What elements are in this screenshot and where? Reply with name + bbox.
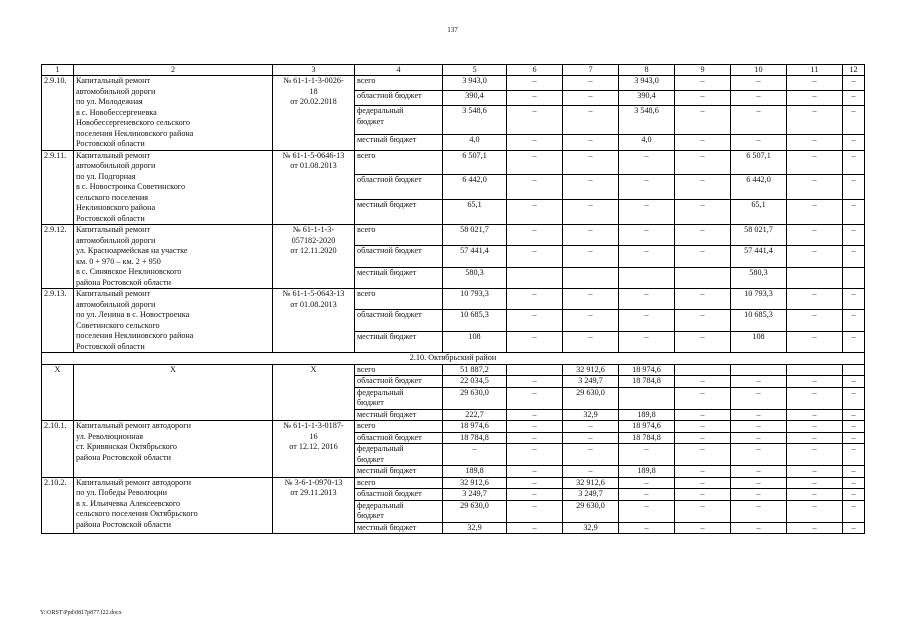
amount-cell: –: [675, 76, 731, 91]
amount-cell: –: [787, 331, 843, 352]
amount-cell: –: [619, 150, 675, 175]
amount-cell: –: [563, 289, 619, 310]
amount-cell: 32,9: [563, 522, 619, 534]
amount-cell: –: [619, 246, 675, 267]
amount-cell: 32,9: [563, 409, 619, 421]
amount-cell: 390,4: [619, 91, 675, 106]
amount-cell: –: [507, 376, 563, 388]
amount-cell: 3 548,6: [619, 106, 675, 135]
amount-cell: –: [619, 310, 675, 331]
column-number: 6: [507, 65, 563, 76]
amount-cell: –: [675, 489, 731, 501]
funding-source: местный бюджет: [355, 200, 443, 225]
amount-cell: 29 630,0: [563, 500, 619, 522]
amount-cell: –: [731, 477, 787, 489]
amount-cell: 57 441,4: [731, 246, 787, 267]
amount-cell: 18 784,8: [619, 376, 675, 388]
amount-cell: 3 548,6: [443, 106, 507, 135]
item-name: Капитальный ремонт автомобильной дороги ул. Красноармейская на участке км. 0 + 970 – км. 2 + 950 в с. Синявское Неклиновского района Ростовской области: [74, 225, 273, 289]
funding-source: местный бюджет: [355, 331, 443, 352]
amount-cell: 32 912,6: [443, 477, 507, 489]
funding-source: всего: [355, 150, 443, 175]
amount-cell: –: [843, 106, 865, 135]
item-document: № 61-1-1-3- 057182-2020 от 12.11.2020: [273, 225, 355, 289]
amount-cell: 580,3: [443, 267, 507, 288]
amount-cell: –: [787, 106, 843, 135]
amount-cell: 58 021,7: [731, 225, 787, 246]
amount-cell: 189,8: [619, 409, 675, 421]
amount-cell: –: [507, 331, 563, 352]
amount-cell: 3 249,7: [443, 489, 507, 501]
amount-cell: –: [787, 310, 843, 331]
footer-file-path: Y:\ORST\Ppd\0817p877.f22.docx: [40, 610, 122, 616]
column-number: 5: [443, 65, 507, 76]
column-number: 8: [619, 65, 675, 76]
amount-cell: –: [443, 444, 507, 466]
column-number: 12: [843, 65, 865, 76]
item-document: № 61-1-5-0646-13 от 01.08.2013: [273, 150, 355, 225]
amount-cell: 65,1: [731, 200, 787, 225]
amount-cell: –: [563, 135, 619, 150]
amount-cell: –: [787, 421, 843, 433]
amount-cell: –: [787, 522, 843, 534]
amount-cell: –: [731, 500, 787, 522]
amount-cell: –: [675, 409, 731, 421]
amount-cell: –: [563, 76, 619, 91]
amount-cell: –: [563, 175, 619, 200]
amount-cell: –: [507, 500, 563, 522]
amount-cell: [787, 267, 843, 288]
amount-cell: 6 507,1: [443, 150, 507, 175]
amount-cell: 10 793,3: [731, 289, 787, 310]
column-number: 11: [787, 65, 843, 76]
funding-source: областной бюджет: [355, 175, 443, 200]
amount-cell: –: [507, 477, 563, 489]
amount-cell: –: [787, 175, 843, 200]
amount-cell: –: [731, 387, 787, 409]
amount-cell: –: [675, 150, 731, 175]
amount-cell: 189,8: [443, 466, 507, 478]
item-number: 2.10.2.: [42, 477, 74, 534]
amount-cell: –: [507, 175, 563, 200]
funding-source: местный бюджет: [355, 267, 443, 288]
item-document: X: [273, 364, 355, 421]
amount-cell: 10 793,3: [443, 289, 507, 310]
amount-cell: –: [675, 522, 731, 534]
amount-cell: –: [507, 489, 563, 501]
amount-cell: [563, 267, 619, 288]
amount-cell: 580,3: [731, 267, 787, 288]
page-number: 137: [447, 26, 458, 34]
funding-source: федеральный бюджет: [355, 500, 443, 522]
amount-cell: –: [731, 135, 787, 150]
amount-cell: 58 021,7: [443, 225, 507, 246]
amount-cell: –: [843, 175, 865, 200]
amount-cell: 29 630,0: [443, 387, 507, 409]
item-document: № 61-1-1-3-0187- 16 от 12.12. 2016: [273, 421, 355, 478]
amount-cell: 18 974,6: [619, 421, 675, 433]
item-number: 2.10.1.: [42, 421, 74, 478]
amount-cell: –: [619, 175, 675, 200]
funding-source: всего: [355, 76, 443, 91]
funding-source: областной бюджет: [355, 489, 443, 501]
amount-cell: –: [731, 421, 787, 433]
amount-cell: 51 887,2: [443, 364, 507, 376]
amount-cell: 10 685,3: [731, 310, 787, 331]
amount-cell: –: [563, 150, 619, 175]
amount-cell: –: [507, 246, 563, 267]
funding-source: всего: [355, 289, 443, 310]
funding-source: федеральный бюджет: [355, 444, 443, 466]
amount-cell: –: [675, 246, 731, 267]
amount-cell: –: [507, 135, 563, 150]
item-document: № 3-6-1-0970-13 от 29.11.2013: [273, 477, 355, 534]
amount-cell: –: [787, 150, 843, 175]
funding-source: всего: [355, 477, 443, 489]
table-row: [42, 421, 865, 433]
section-row: [42, 353, 865, 365]
column-number: 7: [563, 65, 619, 76]
amount-cell: –: [507, 432, 563, 444]
funding-source: областной бюджет: [355, 91, 443, 106]
amount-cell: –: [619, 331, 675, 352]
amount-cell: –: [619, 477, 675, 489]
amount-cell: –: [843, 500, 865, 522]
item-number: 2.9.11.: [42, 150, 74, 225]
amount-cell: –: [843, 466, 865, 478]
amount-cell: –: [507, 150, 563, 175]
amount-cell: –: [507, 310, 563, 331]
amount-cell: –: [563, 466, 619, 478]
amount-cell: –: [507, 409, 563, 421]
amount-cell: –: [731, 444, 787, 466]
amount-cell: –: [787, 225, 843, 246]
amount-cell: 29 630,0: [443, 500, 507, 522]
table-row: [42, 150, 865, 175]
amount-cell: 4,0: [443, 135, 507, 150]
amount-cell: 10 685,3: [443, 310, 507, 331]
amount-cell: –: [843, 76, 865, 91]
amount-cell: –: [843, 289, 865, 310]
amount-cell: 22 034,5: [443, 376, 507, 388]
amount-cell: –: [787, 444, 843, 466]
amount-cell: [507, 267, 563, 288]
amount-cell: 3 249,7: [563, 376, 619, 388]
amount-cell: –: [675, 289, 731, 310]
amount-cell: [731, 364, 787, 376]
amount-cell: –: [787, 246, 843, 267]
amount-cell: –: [675, 106, 731, 135]
amount-cell: –: [787, 91, 843, 106]
table-row: [42, 76, 865, 91]
amount-cell: 18 974,6: [443, 421, 507, 433]
item-name: X: [74, 364, 273, 421]
amount-cell: –: [619, 200, 675, 225]
item-name: Капитальный ремонт автодороги ул. Революционная ст. Кривянская Октябрьского района Ростовской области: [74, 421, 273, 478]
funding-source: всего: [355, 421, 443, 433]
amount-cell: [787, 364, 843, 376]
amount-cell: –: [787, 376, 843, 388]
amount-cell: [843, 364, 865, 376]
item-document: № 61-1-1-3-0026- 18 от 20.02.2018: [273, 76, 355, 151]
amount-cell: –: [619, 500, 675, 522]
amount-cell: –: [619, 444, 675, 466]
amount-cell: –: [675, 432, 731, 444]
amount-cell: –: [731, 376, 787, 388]
amount-cell: 32 912,6: [563, 477, 619, 489]
amount-cell: –: [507, 522, 563, 534]
amount-cell: –: [563, 106, 619, 135]
amount-cell: –: [563, 91, 619, 106]
amount-cell: –: [843, 200, 865, 225]
amount-cell: [619, 267, 675, 288]
amount-cell: –: [731, 432, 787, 444]
amount-cell: –: [675, 421, 731, 433]
amount-cell: –: [675, 135, 731, 150]
table-row: [42, 289, 865, 310]
item-name: Капитальный ремонт автодороги по ул. Победы Революции в х. Ильичевка Алексеевского сельского поселения Октябрьского района Ростовской области: [74, 477, 273, 534]
funding-source: местный бюджет: [355, 466, 443, 478]
table-row: [42, 225, 865, 246]
amount-cell: –: [675, 387, 731, 409]
item-document: № 61-1-5-0643-13 от 01.08.2013: [273, 289, 355, 353]
amount-cell: –: [843, 489, 865, 501]
amount-cell: [675, 267, 731, 288]
amount-cell: 4,0: [619, 135, 675, 150]
amount-cell: –: [843, 135, 865, 150]
item-number: 2.9.12.: [42, 225, 74, 289]
amount-cell: –: [787, 432, 843, 444]
funding-source: федеральный бюджет: [355, 387, 443, 409]
amount-cell: 222,7: [443, 409, 507, 421]
budget-table: [41, 64, 865, 534]
amount-cell: 18 784,8: [619, 432, 675, 444]
amount-cell: –: [507, 225, 563, 246]
amount-cell: –: [675, 200, 731, 225]
amount-cell: –: [731, 489, 787, 501]
amount-cell: –: [675, 91, 731, 106]
amount-cell: –: [675, 376, 731, 388]
amount-cell: –: [731, 91, 787, 106]
amount-cell: –: [507, 387, 563, 409]
column-number: 2: [74, 65, 273, 76]
funding-source: местный бюджет: [355, 409, 443, 421]
amount-cell: –: [507, 466, 563, 478]
funding-source: всего: [355, 364, 443, 376]
table-row: [42, 364, 865, 376]
amount-cell: –: [787, 387, 843, 409]
amount-cell: –: [787, 489, 843, 501]
item-name: Капитальный ремонт автомобильной дороги по ул. Ленина в с. Новостроенка Советинского сельского поселения Неклиновского района Ростовской области: [74, 289, 273, 353]
amount-cell: –: [731, 522, 787, 534]
amount-cell: –: [787, 76, 843, 91]
table-body: [42, 65, 865, 534]
amount-cell: –: [563, 432, 619, 444]
amount-cell: –: [843, 225, 865, 246]
column-number: 3: [273, 65, 355, 76]
amount-cell: –: [619, 489, 675, 501]
amount-cell: –: [843, 310, 865, 331]
item-number: 2.9.10.: [42, 76, 74, 151]
amount-cell: –: [675, 477, 731, 489]
amount-cell: 3 249,7: [563, 489, 619, 501]
amount-cell: –: [675, 331, 731, 352]
amount-cell: 390,4: [443, 91, 507, 106]
amount-cell: –: [507, 421, 563, 433]
amount-cell: 32 912,6: [563, 364, 619, 376]
amount-cell: –: [787, 409, 843, 421]
funding-source: всего: [355, 225, 443, 246]
amount-cell: –: [563, 444, 619, 466]
amount-cell: –: [843, 376, 865, 388]
amount-cell: –: [675, 175, 731, 200]
amount-cell: –: [619, 522, 675, 534]
amount-cell: [619, 387, 675, 409]
amount-cell: –: [731, 466, 787, 478]
amount-cell: 108: [731, 331, 787, 352]
amount-cell: –: [843, 331, 865, 352]
amount-cell: –: [843, 421, 865, 433]
amount-cell: –: [787, 289, 843, 310]
amount-cell: –: [675, 225, 731, 246]
amount-cell: 18 784,8: [443, 432, 507, 444]
funding-source: областной бюджет: [355, 246, 443, 267]
amount-cell: –: [731, 106, 787, 135]
amount-cell: –: [787, 477, 843, 489]
amount-cell: –: [787, 466, 843, 478]
amount-cell: –: [843, 91, 865, 106]
amount-cell: –: [563, 310, 619, 331]
amount-cell: –: [731, 76, 787, 91]
amount-cell: –: [675, 310, 731, 331]
amount-cell: –: [507, 200, 563, 225]
amount-cell: –: [843, 432, 865, 444]
amount-cell: –: [507, 444, 563, 466]
amount-cell: [507, 364, 563, 376]
amount-cell: –: [619, 289, 675, 310]
amount-cell: 65,1: [443, 200, 507, 225]
table-row: [42, 477, 865, 489]
column-number: 9: [675, 65, 731, 76]
section-title: 2.10. Октябрьский район: [42, 353, 865, 365]
amount-cell: –: [563, 331, 619, 352]
funding-source: федеральный бюджет: [355, 106, 443, 135]
amount-cell: –: [843, 522, 865, 534]
amount-cell: 189,8: [619, 466, 675, 478]
amount-cell: 6 507,1: [731, 150, 787, 175]
amount-cell: –: [731, 409, 787, 421]
amount-cell: –: [507, 289, 563, 310]
item-number: X: [42, 364, 74, 421]
amount-cell: –: [843, 387, 865, 409]
amount-cell: –: [843, 477, 865, 489]
amount-cell: –: [843, 409, 865, 421]
amount-cell: –: [563, 225, 619, 246]
amount-cell: –: [675, 466, 731, 478]
item-name: Капитальный ремонт автомобильной дороги по ул. Подгорная в с. Новостроика Советинского сельского поселения Неклиновского района Ростовской области: [74, 150, 273, 225]
amount-cell: –: [675, 444, 731, 466]
amount-cell: –: [507, 91, 563, 106]
amount-cell: –: [787, 500, 843, 522]
amount-cell: 57 441,4: [443, 246, 507, 267]
item-name: Капитальный ремонт автомобильной дороги по ул. Молодежная в с. Новобессергеневка Новобессергеневского сельского поселения Неклиновского района Ростовской области: [74, 76, 273, 151]
amount-cell: –: [507, 106, 563, 135]
amount-cell: –: [787, 200, 843, 225]
amount-cell: –: [675, 500, 731, 522]
funding-source: областной бюджет: [355, 432, 443, 444]
amount-cell: –: [843, 150, 865, 175]
amount-cell: [843, 267, 865, 288]
amount-cell: 3 943,0: [619, 76, 675, 91]
item-number: 2.9.13.: [42, 289, 74, 353]
amount-cell: –: [563, 200, 619, 225]
column-number: 1: [42, 65, 74, 76]
amount-cell: 32,9: [443, 522, 507, 534]
amount-cell: –: [507, 76, 563, 91]
amount-cell: 6 442,0: [731, 175, 787, 200]
column-number-row: [42, 65, 865, 76]
amount-cell: 18 974,6: [619, 364, 675, 376]
amount-cell: [675, 364, 731, 376]
amount-cell: 6 442,0: [443, 175, 507, 200]
amount-cell: –: [563, 421, 619, 433]
amount-cell: –: [843, 444, 865, 466]
funding-source: областной бюджет: [355, 376, 443, 388]
funding-source: местный бюджет: [355, 522, 443, 534]
amount-cell: 108: [443, 331, 507, 352]
funding-source: областной бюджет: [355, 310, 443, 331]
amount-cell: –: [843, 246, 865, 267]
amount-cell: –: [563, 246, 619, 267]
amount-cell: –: [619, 225, 675, 246]
funding-source: местный бюджет: [355, 135, 443, 150]
column-number: 10: [731, 65, 787, 76]
amount-cell: 29 630,0: [563, 387, 619, 409]
column-number: 4: [355, 65, 443, 76]
amount-cell: –: [787, 135, 843, 150]
amount-cell: 3 943,0: [443, 76, 507, 91]
